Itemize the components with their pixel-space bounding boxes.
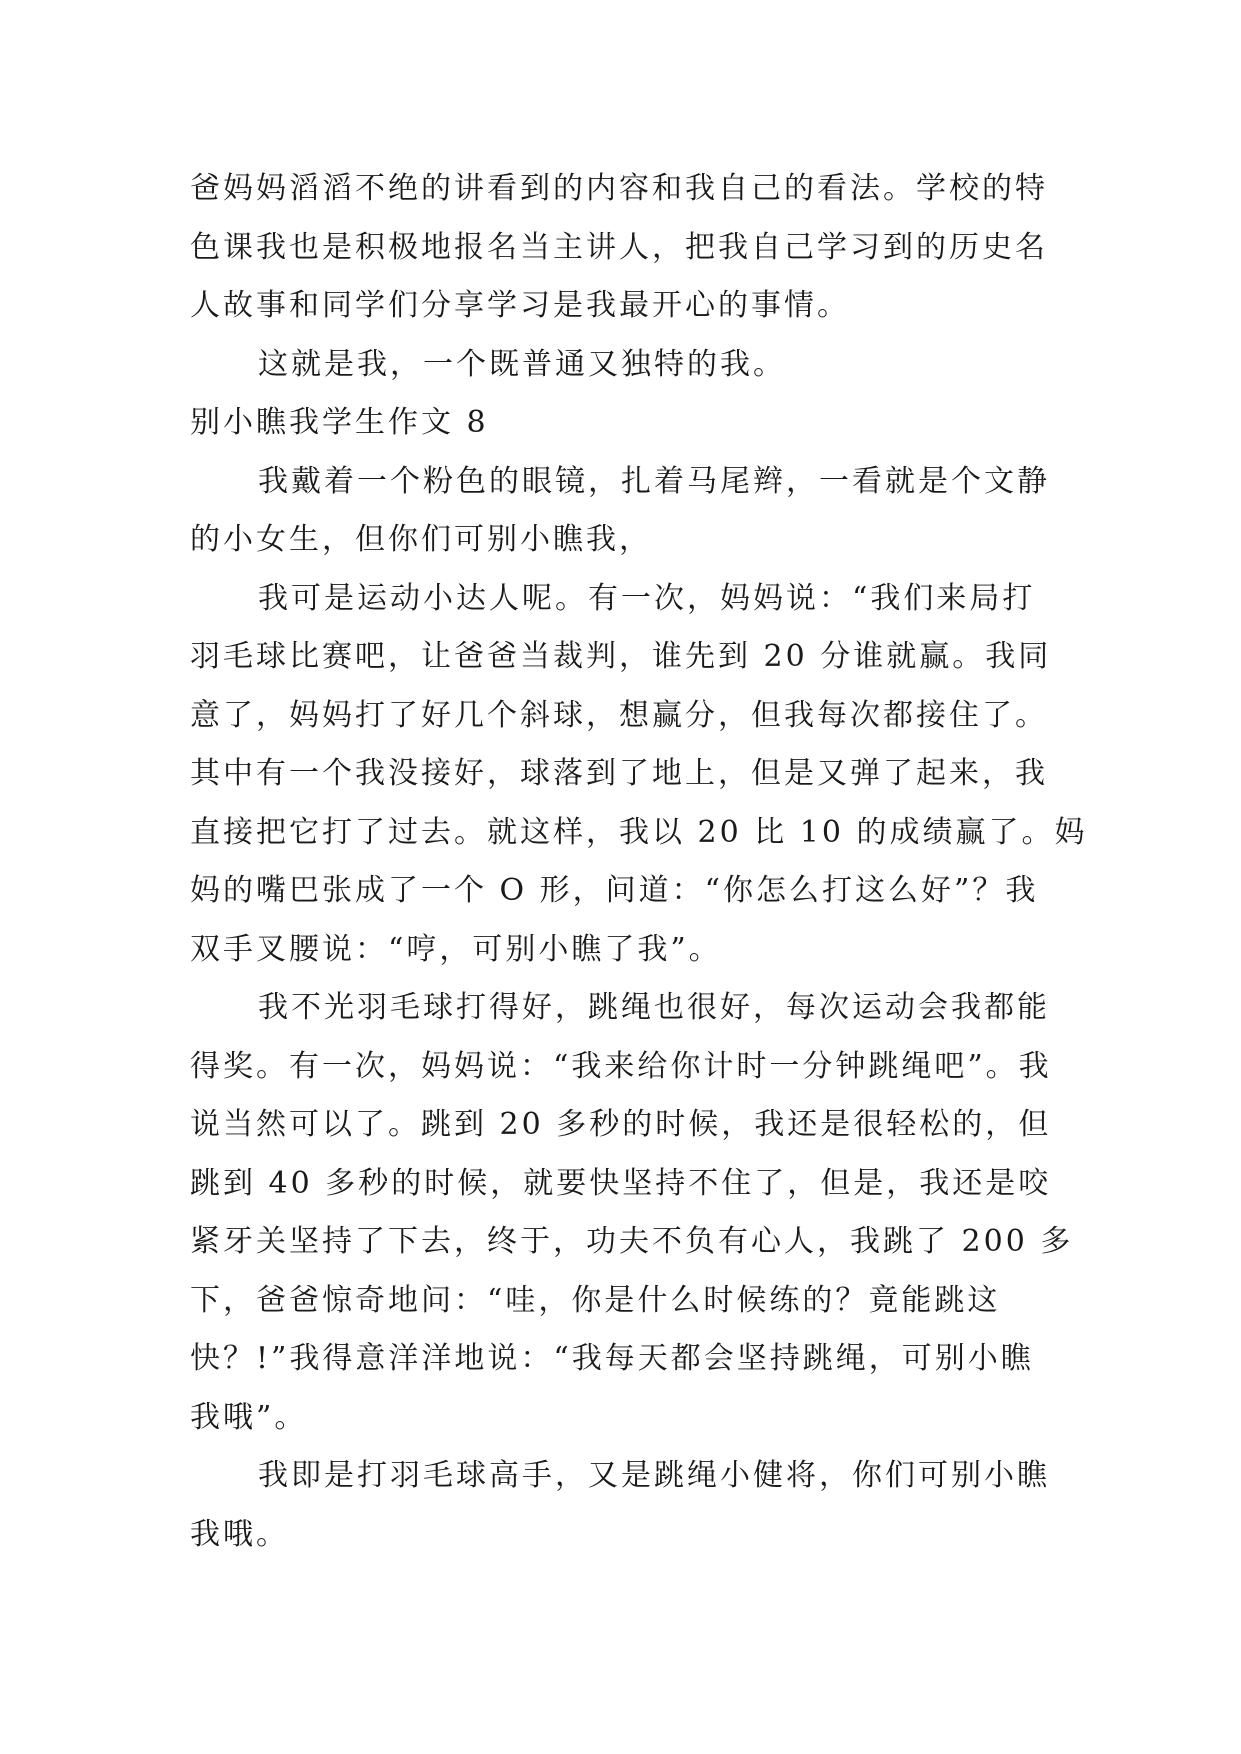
text-line: 我哦”。: [190, 1399, 308, 1435]
text-line: 直接把它打了过去。就这样，我以 20 比 10 的成绩赢了。妈: [190, 814, 1088, 850]
text-line: 妈的嘴巴张成了一个 O 形，问道：“你怎么打这么好”？我: [190, 873, 1039, 908]
text-line: 意了，妈妈打了好几个斜球，想赢分，但我每次都接住了。: [190, 697, 1048, 733]
text-line: 我哦。: [190, 1516, 289, 1552]
text-line: 得奖。有一次，妈妈说：“我来给你计时一分钟跳绳吧”。我: [190, 1048, 1052, 1084]
text-line: 我即是打羽毛球高手，又是跳绳小健将，你们可别小瞧: [258, 1458, 1050, 1493]
essay-title: 别小瞧我学生作文 8: [190, 405, 489, 440]
text-line: 跳到 40 多秒的时候，就要快坚持不住了，但是，我还是咬: [190, 1165, 1052, 1201]
text-line: 的小女生，但你们可别小瞧我，: [190, 522, 652, 557]
text-line: 我可是运动小达人呢。有一次，妈妈说：“我们来局打: [258, 580, 1036, 616]
text-line: 爸妈妈滔滔不绝的讲看到的内容和我自己的看法。学校的特: [190, 171, 1048, 206]
text-line: 双手叉腰说：“哼，可别小瞧了我”。: [190, 931, 722, 967]
text-line: 快？!”我得意洋洋地说：“我每天都会坚持跳绳，可别小瞧: [190, 1341, 1034, 1376]
text-line: 其中有一个我没接好，球落到了地上，但是又弹了起来，我: [190, 756, 1048, 791]
text-line: 羽毛球比赛吧，让爸爸当裁判，谁先到 20 分谁就赢。我同: [190, 639, 1052, 674]
text-line: 我戴着一个粉色的眼镜，扎着马尾辫，一看就是个文静: [258, 463, 1050, 499]
text-line: 紧牙关坚持了下去，终于，功夫不负有心人，我跳了 200 多: [190, 1224, 1074, 1259]
text-line: 下，爸爸惊奇地问：“哇，你是什么时候练的？竟能跳这: [190, 1282, 1001, 1318]
text-line: 色课我也是积极地报名当主讲人，把我自己学习到的历史名: [190, 229, 1048, 265]
text-line: 说当然可以了。跳到 20 多秒的时候，我还是很轻松的，但: [190, 1107, 1052, 1142]
essay-text: [190, 160, 1088, 1564]
text-line: 我不光羽毛球打得好，跳绳也很好，每次运动会我都能: [258, 990, 1050, 1025]
text-line: 这就是我，一个既普通又独特的我。: [258, 346, 786, 382]
text-line: 人故事和同学们分享学习是我最开心的事情。: [190, 288, 850, 323]
